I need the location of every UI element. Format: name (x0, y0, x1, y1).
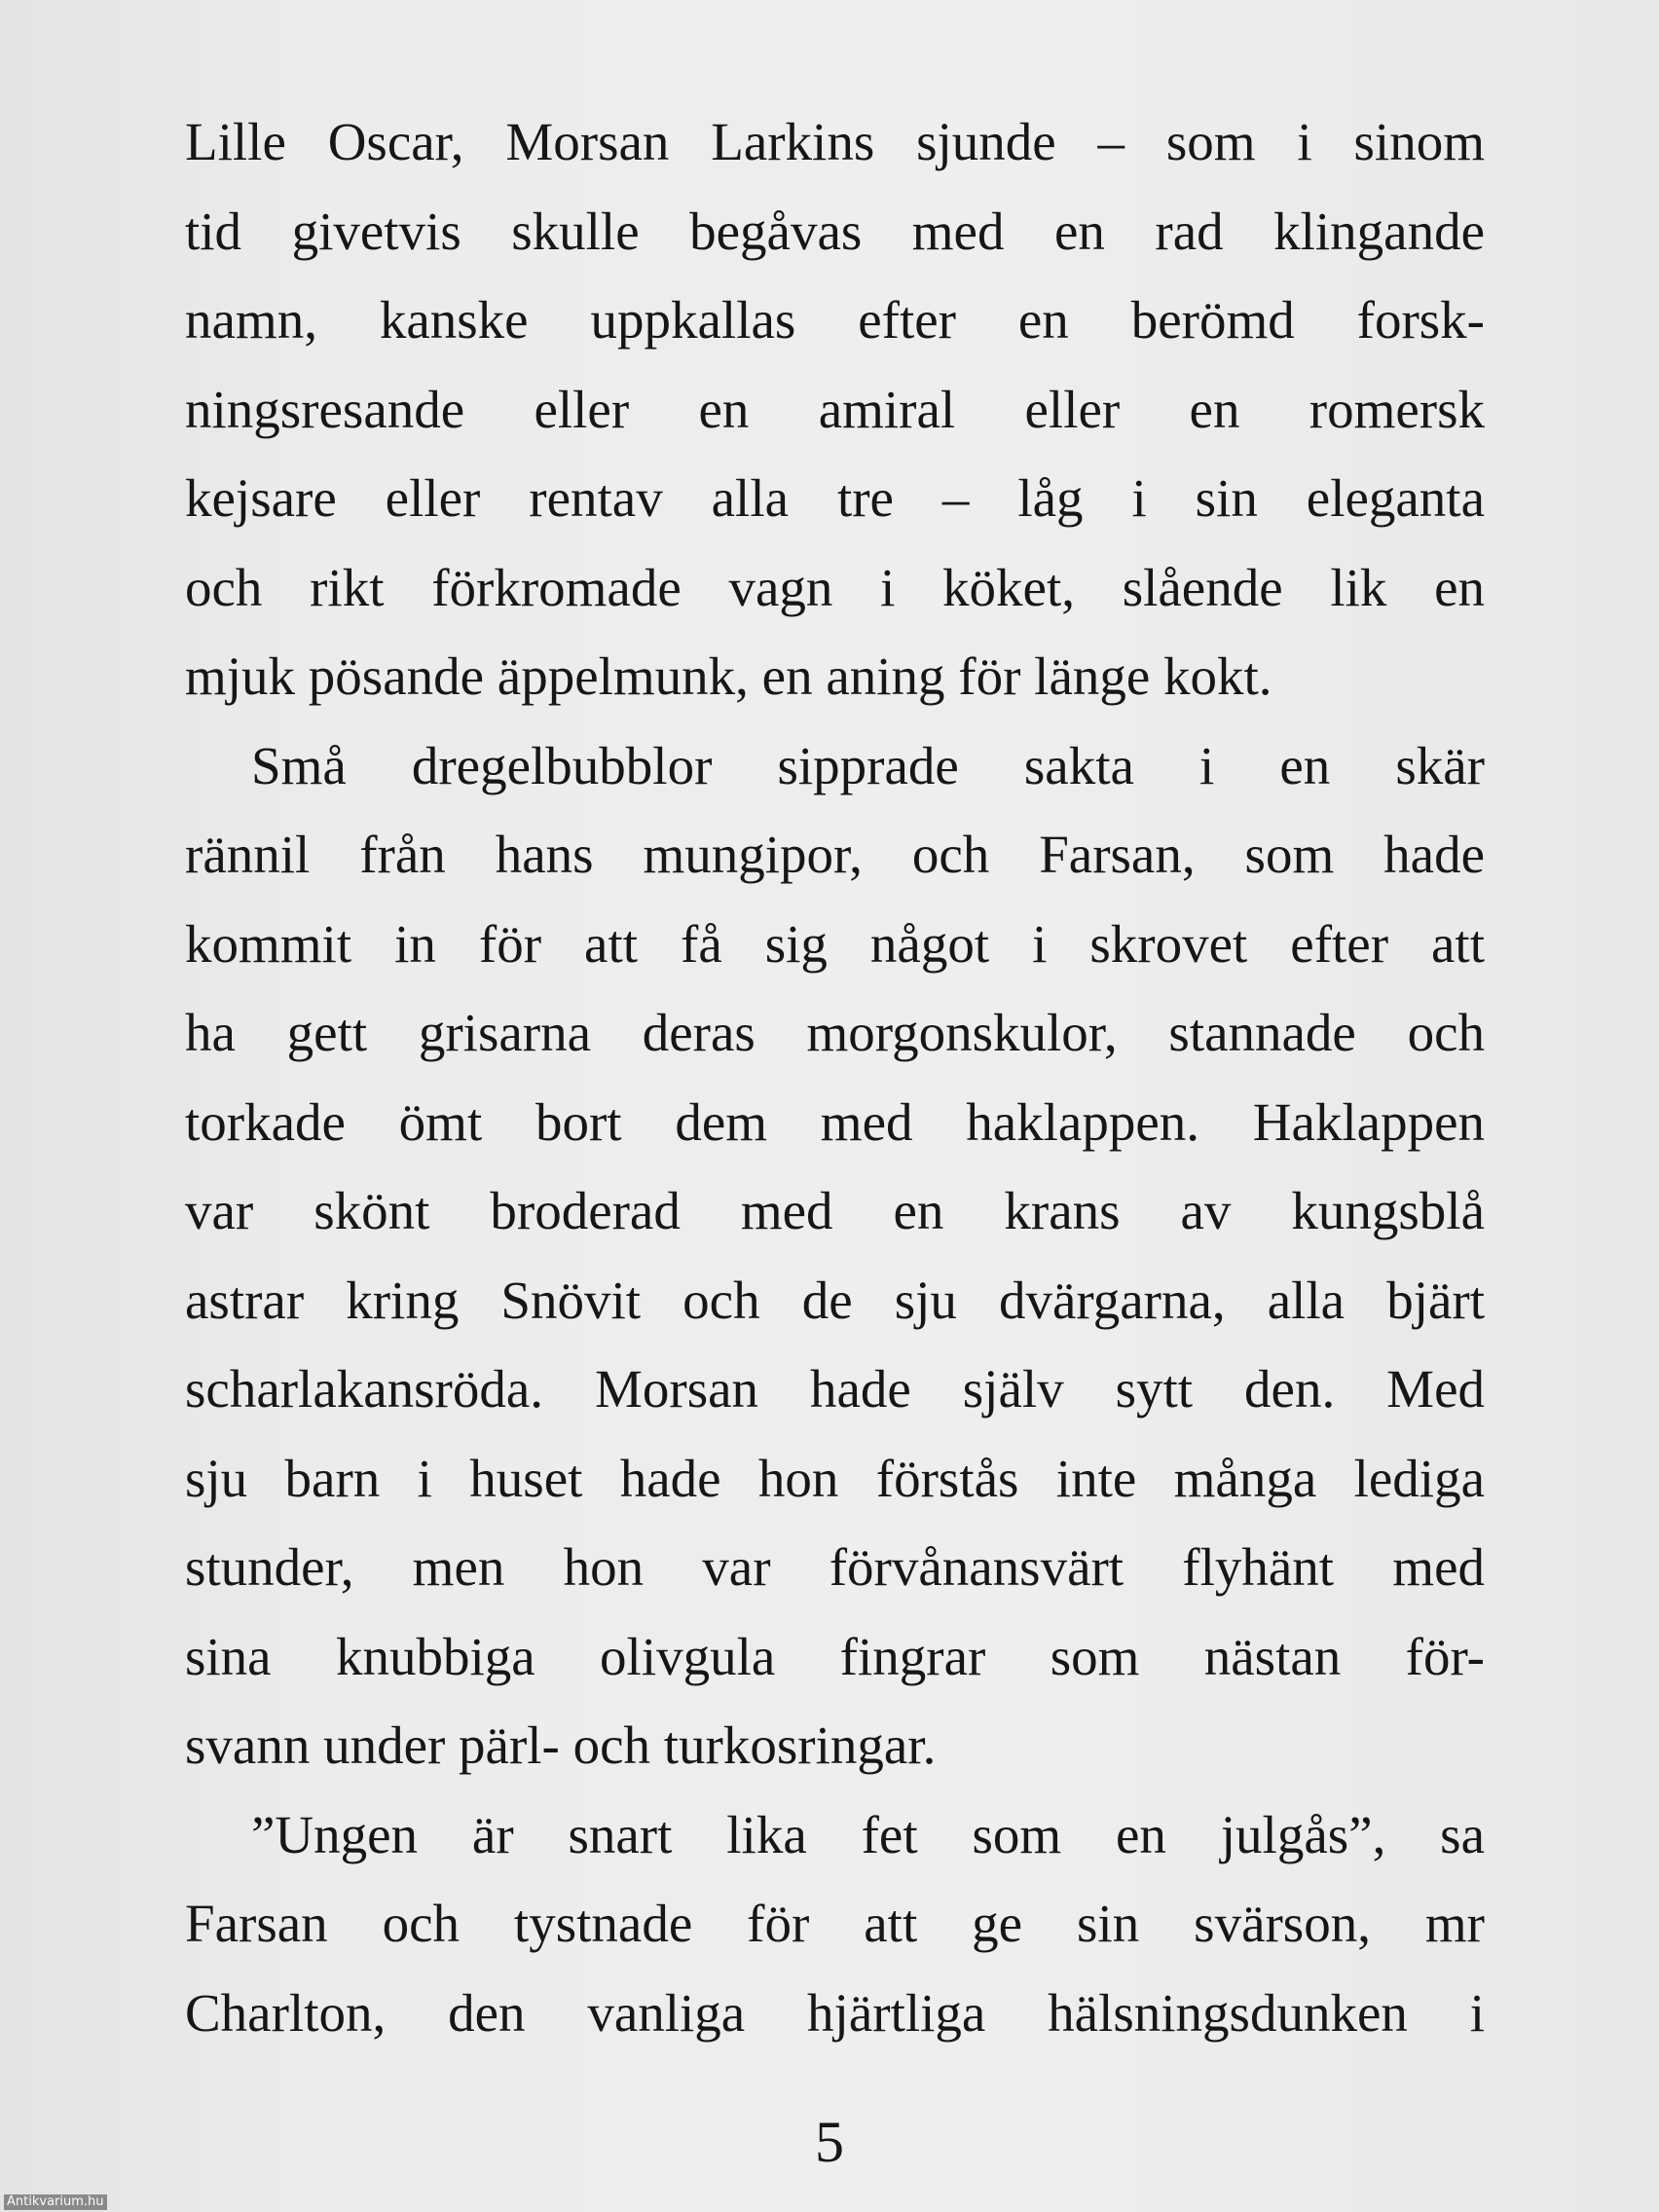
text-line: var skönt broderad med en krans av kungsblå (185, 1181, 1485, 1240)
text-line: scharlakansröda. Morsan hade själv sytt den. Med (185, 1359, 1485, 1419)
text-line: sju barn i huset hade hon förstås inte många lediga (185, 1448, 1485, 1508)
text-line: astrar kring Snövit och de sju dvärgarna, alla bjärt (185, 1270, 1485, 1330)
watermark: Antikvarium.hu (4, 2194, 107, 2210)
text-line: tid givetvis skulle begåvas med en rad klingande (185, 201, 1485, 261)
text-line: Lille Oscar, Morsan Larkins sjunde – som i sinom (185, 112, 1485, 171)
text-line: sina knubbiga olivgula fingrar som nästan för- (185, 1626, 1485, 1686)
text-line: namn, kanske uppkallas efter en berömd forsk- (185, 290, 1485, 350)
text-line: kommit in för att få sig något i skrovet efter att (185, 913, 1485, 974)
text-line: svann under pärl- och turkosringar. (185, 1715, 937, 1775)
text-line: rännil från hans mungipor, och Farsan, som hade (185, 825, 1485, 884)
text-line: Farsan och tystnade för att ge sin svärson, mr (185, 1894, 1485, 1953)
text-line: kejsare eller rentav alla tre – låg i sin eleganta (185, 468, 1485, 528)
body-text (185, 97, 1485, 2057)
text-line: stunder, men hon var förvånansvärt flyhänt med (185, 1537, 1485, 1597)
page-number: 5 (815, 2110, 844, 2174)
text-line: Charlton, den vanliga hjärtliga hälsningsdunken i (185, 1982, 1485, 2043)
text-line: ha gett grisarna deras morgonskulor, stannade och (185, 1003, 1485, 1062)
text-line: ”Ungen är snart lika fet som en julgås”, sa (251, 1804, 1485, 1864)
text-line: torkade ömt bort dem med haklappen. Haklappen (185, 1091, 1485, 1152)
text-line: och rikt förkromade vagn i köket, slående lik en (185, 557, 1485, 617)
text-line: ningsresande eller en amiral eller en romersk (185, 379, 1485, 439)
text-line: mjuk pösande äppelmunk, en aning för länge kokt. (185, 646, 1272, 706)
text-line: Små dregelbubblor sipprade sakta i en skär (251, 735, 1485, 795)
